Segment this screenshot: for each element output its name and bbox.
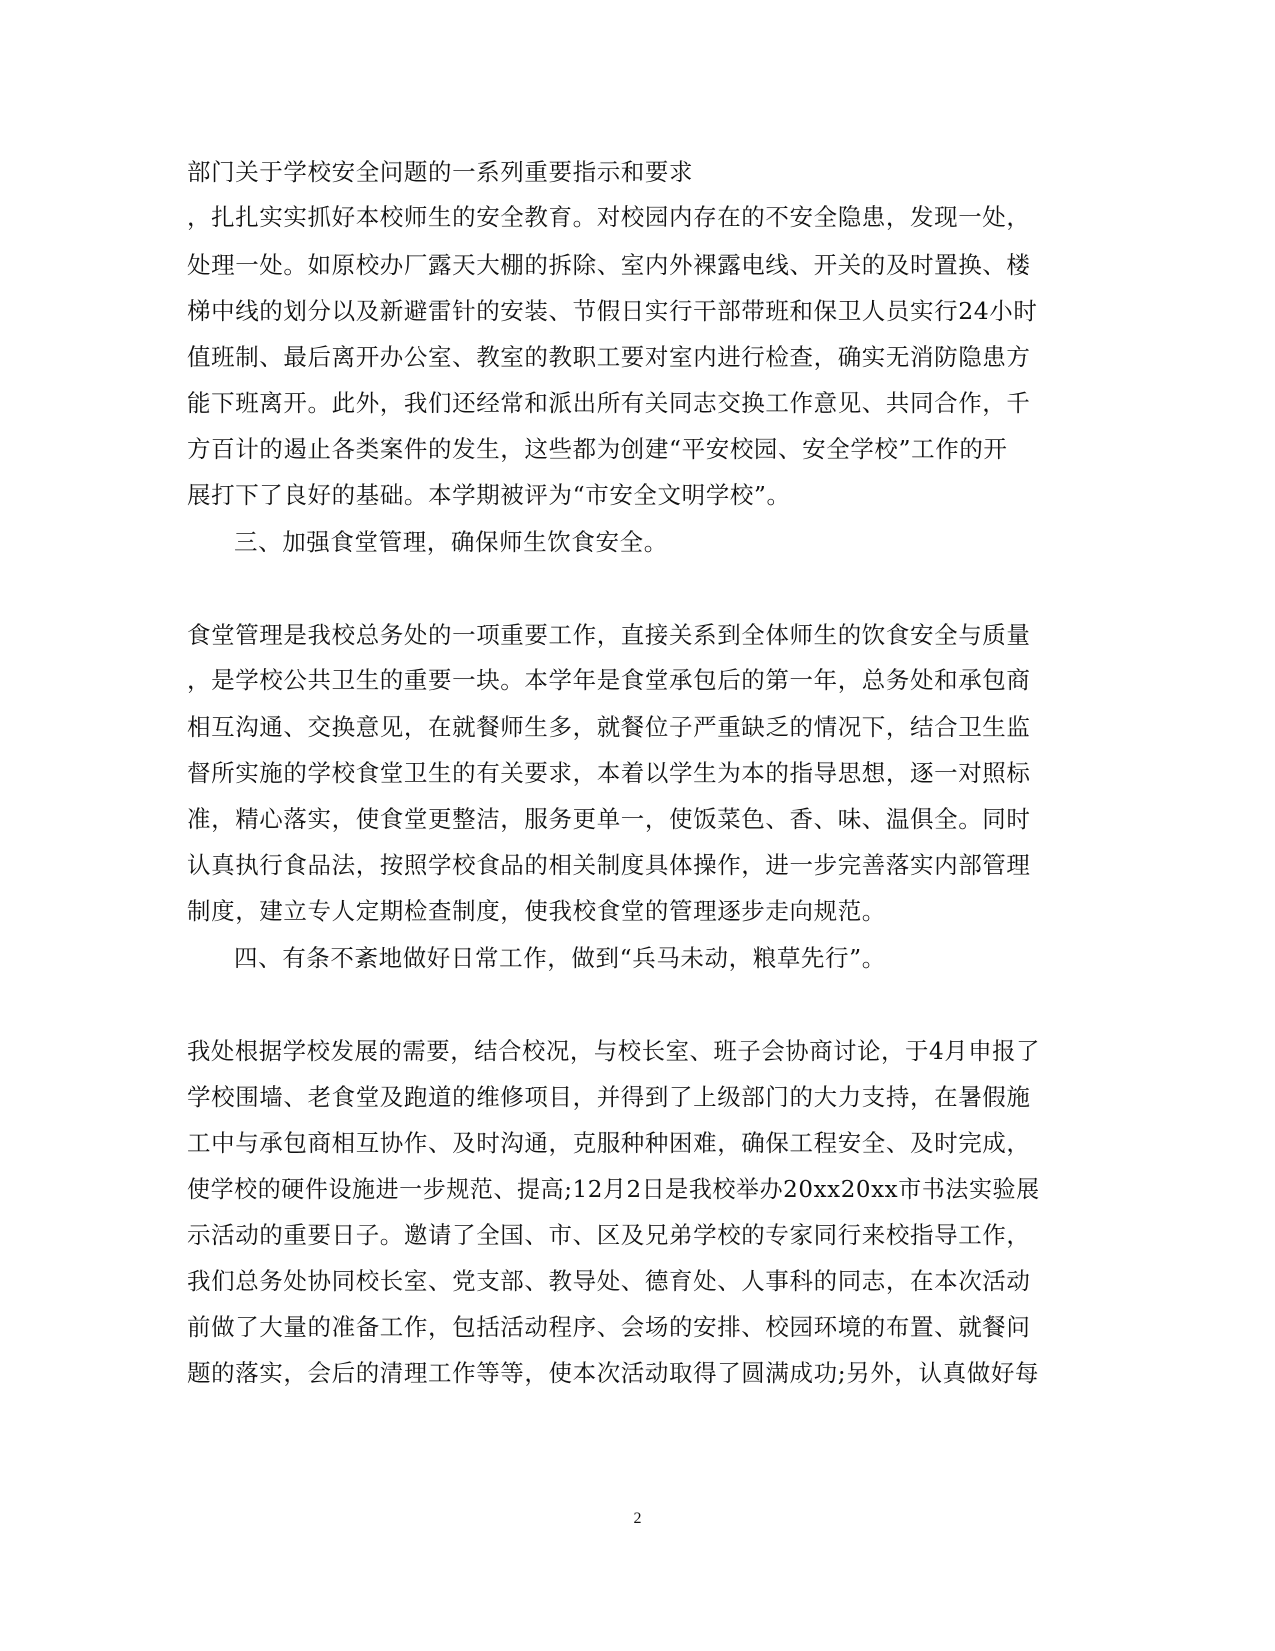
body-text-line: 示活动的重要日子。邀请了全国、市、区及兄弟学校的专家同行来校指导工作，	[187, 1221, 1031, 1249]
body-text-line: 使学校的硬件设施进一步规范、提高;12月2日是我校举办20xx20xx市书法实验展	[187, 1175, 1040, 1203]
body-text-line: 题的落实，会后的清理工作等等，使本次活动取得了圆满成功;另外，认真做好每	[187, 1359, 1040, 1387]
body-text-line: 前做了大量的准备工作，包括活动程序、会场的安排、校园环境的布置、就餐问	[187, 1313, 1031, 1341]
body-text-line: 学校围墙、老食堂及跑道的维修项目，并得到了上级部门的大力支持，在暑假施	[187, 1083, 1031, 1111]
body-text-line: 处理一处。如原校办厂露天大棚的拆除、室内外裸露电线、开关的及时置换、楼	[187, 251, 1031, 279]
body-text-line: 我们总务处协同校长室、党支部、教导处、德育处、人事科的同志，在本次活动	[187, 1267, 1031, 1295]
body-text-line: 梯中线的划分以及新避雷针的安装、节假日实行干部带班和保卫人员实行24小时	[187, 297, 1038, 325]
body-text-line: 相互沟通、交换意见，在就餐师生多，就餐位子严重缺乏的情况下，结合卫生监	[187, 713, 1031, 741]
section-heading: 三、加强食堂管理，确保师生饮食安全。	[234, 528, 668, 556]
body-text-line: 督所实施的学校食堂卫生的有关要求，本着以学生为本的指导思想，逐一对照标	[187, 759, 1031, 787]
body-text-line: 认真执行食品法，按照学校食品的相关制度具体操作，进一步完善落实内部管理	[187, 851, 1031, 879]
body-text-line: 方百计的遏止各类案件的发生，这些都为创建“平安校园、安全学校”工作的开	[187, 435, 1008, 463]
page-number: 2	[633, 1510, 642, 1527]
body-text-line: 准，精心落实，使食堂更整洁，服务更单一，使饭菜色、香、味、温俱全。同时	[187, 805, 1031, 833]
body-text-line: 我处根据学校发展的需要，结合校况，与校长室、班子会协商讨论，于4月申报了	[187, 1037, 1041, 1065]
body-text-line: 能下班离开。此外，我们还经常和派出所有关同志交换工作意见、共同合作，千	[187, 389, 1031, 417]
body-text-line: 值班制、最后离开办公室、教室的教职工要对室内进行检查，确实无消防隐患方	[187, 343, 1031, 371]
body-text-line: ，扎扎实实抓好本校师生的安全教育。对校园内存在的不安全隐患，发现一处，	[187, 203, 1031, 231]
body-text-line: 部门关于学校安全问题的一系列重要指示和要求	[187, 158, 694, 186]
body-text-line: ，是学校公共卫生的重要一块。本学年是食堂承包后的第一年，总务处和承包商	[187, 666, 1031, 694]
body-text-line: 食堂管理是我校总务处的一项重要工作，直接关系到全体师生的饮食安全与质量	[187, 621, 1031, 649]
body-text-line: 制度，建立专人定期检查制度，使我校食堂的管理逐步走向规范。	[187, 897, 886, 925]
section-heading: 四、有条不紊地做好日常工作，做到“兵马未动，粮草先行”。	[234, 944, 886, 972]
body-text-line: 展打下了良好的基础。本学期被评为“市安全文明学校”。	[187, 481, 791, 509]
body-text-line: 工中与承包商相互协作、及时沟通，克服种种困难，确保工程安全、及时完成，	[187, 1129, 1031, 1157]
